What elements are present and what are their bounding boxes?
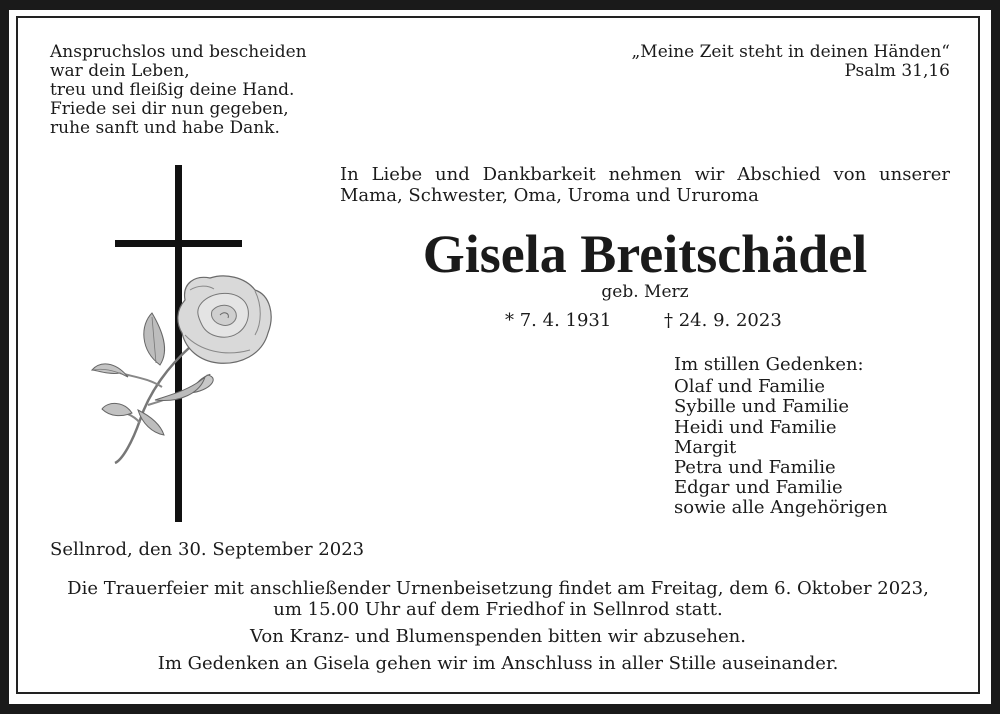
rose-icon [178,276,271,363]
poem-line: treu und fleißig deine Hand. [50,80,295,100]
place-and-date: Sellnrod, den 30. September 2023 [50,539,365,560]
funeral-line: Von Kranz- und Blumenspenden bitten wir abzusehen. [250,626,746,647]
mourner-name: Sybille und Familie [674,396,850,418]
mourner-name: sowie alle Angehörigen [674,497,888,519]
birth-date: * 7. 4. 1931 [505,310,612,331]
intro-text: In Liebe und Dankbarkeit nehmen wir Abschied von unserer Mama, Schwester, Oma, Uroma und Ururoma [340,164,950,206]
birth-name: geb. Merz [601,282,689,302]
mourner-name: Petra und Familie [674,457,836,479]
funeral-line: Die Trauerfeier mit anschließender Urnenbeisetzung findet am Freitag, dem 6. Oktober 2023, [67,578,929,599]
mourner-name: Heidi und Familie [674,416,837,438]
poem-line: Friede sei dir nun gegeben, [50,99,289,119]
mourners-list [674,355,888,519]
poem-line: Anspruchslos und bescheiden [50,42,307,62]
poem-line: war dein Leben, [50,61,190,81]
mourner-name: Edgar und Familie [674,477,843,499]
mourner-name: Olaf und Familie [674,376,826,398]
funeral-line: Im Gedenken an Gisela gehen wir im Anschluss in aller Stille auseinander. [157,653,839,674]
deceased-name: Gisela Breitschädel [422,224,868,284]
funeral-line: um 15.00 Uhr auf dem Friedhof in Sellnrod statt. [273,599,723,620]
mourner-name: Margit [674,436,737,458]
quote-source: Psalm 31,16 [844,61,950,81]
quote-text: „Meine Zeit steht in deinen Händen“ [631,42,950,62]
poem [50,43,307,138]
poem-line: ruhe sanft und habe Dank. [50,118,280,138]
cross-with-rose [90,165,280,525]
cross-icon [90,165,280,525]
mourners-heading: Im stillen Gedenken: [674,354,864,375]
bible-quote [632,43,951,81]
death-date: † 24. 9. 2023 [664,310,782,331]
funeral-notice [16,578,980,674]
